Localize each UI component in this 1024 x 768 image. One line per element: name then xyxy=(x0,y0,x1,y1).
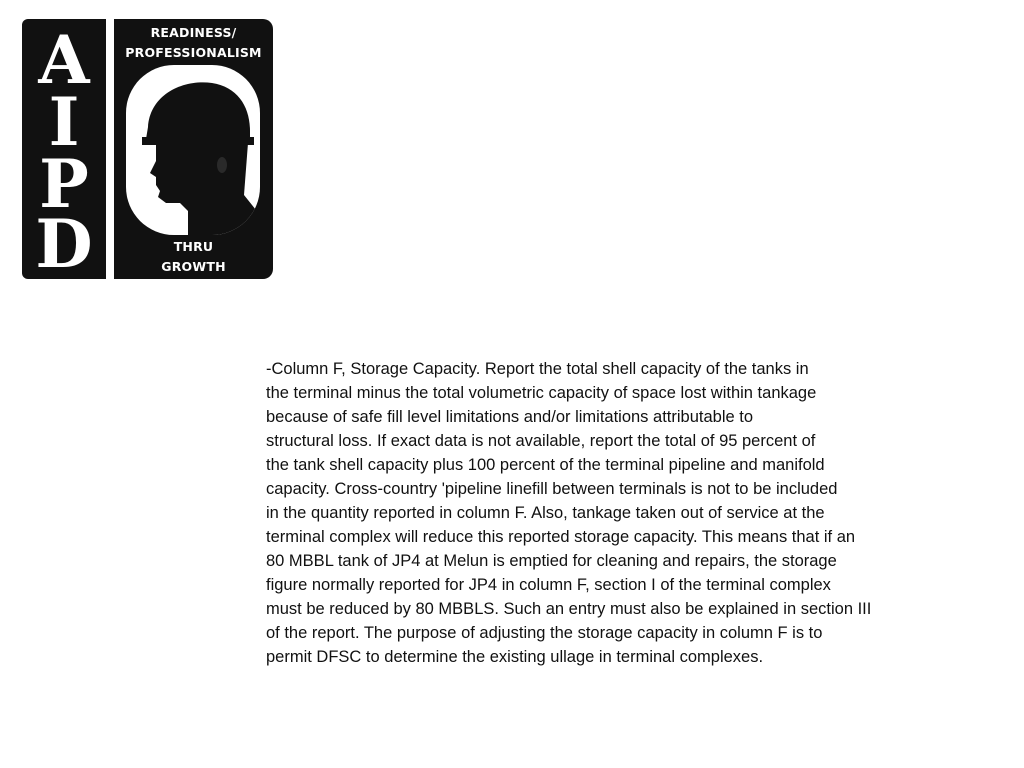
body-line: figure normally reported for JP4 in column F, section I of the terminal complex xyxy=(266,576,831,594)
logo-letter-a: A xyxy=(38,21,90,99)
body-paragraph xyxy=(266,357,966,669)
logo-letter-panel xyxy=(22,19,106,283)
logo-letter-i: I xyxy=(48,83,80,161)
soldier-helmet-silhouette-icon xyxy=(126,65,260,235)
body-line: of the report. The purpose of adjusting the storage capacity in column F is to xyxy=(266,624,823,642)
aipd-logo xyxy=(22,19,273,283)
logo-emblem-panel xyxy=(114,19,273,279)
logo-emblem-oval xyxy=(126,65,260,235)
body-line: because of safe fill level limitations and/or limitations attributable to xyxy=(266,408,753,426)
body-line: terminal complex will reduce this reported storage capacity. This means that if an xyxy=(266,528,856,546)
logo-top-text-line1: READINESS/ xyxy=(150,25,237,40)
body-line: the terminal minus the total volumetric capacity of space lost within tankage xyxy=(266,384,817,402)
logo-bottom-text-line1: THRU xyxy=(173,239,214,254)
body-line: in the quantity reported in column F. Also, tankage taken out of service at the xyxy=(266,504,825,522)
logo-letter-p: P xyxy=(39,145,89,223)
body-line: must be reduced by 80 MBBLS. Such an entry must also be explained in section III xyxy=(266,600,872,618)
body-line: capacity. Cross-country 'pipeline linefill between terminals is not to be included xyxy=(266,480,838,498)
body-line: structural loss. If exact data is not available, report the total of 95 percent of xyxy=(266,432,816,450)
body-line: the tank shell capacity plus 100 percent of the terminal pipeline and manifold xyxy=(266,456,825,474)
logo-top-text-line2: PROFESSIONALISM xyxy=(125,45,262,60)
logo-letter-d: D xyxy=(35,205,93,283)
body-line: 80 MBBL tank of JP4 at Melun is emptied for cleaning and repairs, the storage xyxy=(266,552,837,570)
logo-bottom-text-line2: GROWTH xyxy=(161,259,226,274)
body-line: -Column F, Storage Capacity. Report the total shell capacity of the tanks in xyxy=(266,360,809,378)
body-line: permit DFSC to determine the existing ullage in terminal complexes. xyxy=(266,648,764,666)
